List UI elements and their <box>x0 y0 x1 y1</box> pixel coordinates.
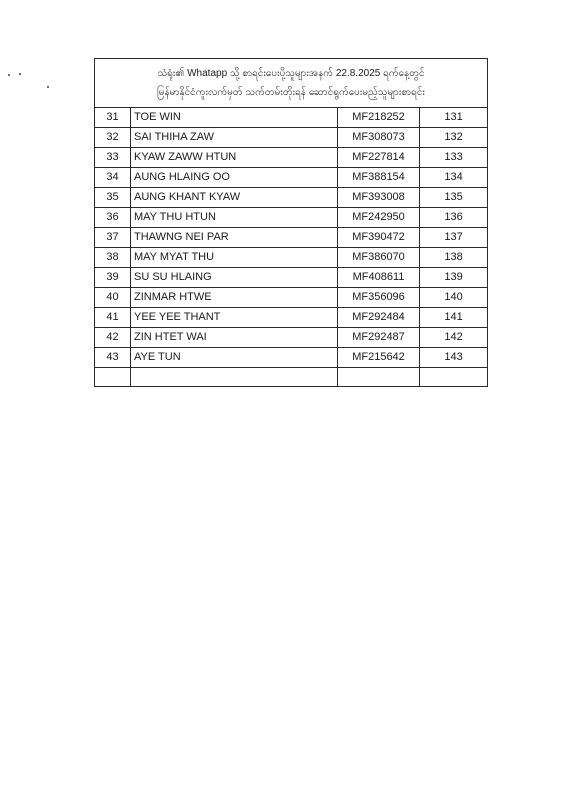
sequence-number: 134 <box>420 168 488 188</box>
row-number: 36 <box>95 208 131 228</box>
sequence-number: 142 <box>420 328 488 348</box>
passport-number: MF388154 <box>338 168 420 188</box>
applicant-name: ZINMAR HTWE <box>131 288 338 308</box>
row-number: 40 <box>95 288 131 308</box>
header-line-1: သံရုံး၏ Whatapp သို့ စာရင်းပေးပို့သူများအနက် 22.8.2025 ရက်နေ့တွင် <box>157 68 425 79</box>
sequence-number: 137 <box>420 228 488 248</box>
passport-number: MF242950 <box>338 208 420 228</box>
empty-cell <box>338 368 420 387</box>
table-body <box>95 59 488 387</box>
sequence-number: 135 <box>420 188 488 208</box>
scan-speck <box>47 86 49 88</box>
table-row <box>95 108 488 128</box>
applicant-name: SAI THIHA ZAW <box>131 128 338 148</box>
empty-cell <box>131 368 338 387</box>
row-number: 35 <box>95 188 131 208</box>
passport-number: MF356096 <box>338 288 420 308</box>
passport-number: MF390472 <box>338 228 420 248</box>
row-number: 38 <box>95 248 131 268</box>
passport-number: MF218252 <box>338 108 420 128</box>
row-number: 31 <box>95 108 131 128</box>
empty-table-row <box>95 368 488 387</box>
table-row <box>95 248 488 268</box>
applicant-name: AUNG HLAING OO <box>131 168 338 188</box>
table-row <box>95 328 488 348</box>
sequence-number: 140 <box>420 288 488 308</box>
passport-number: MF292487 <box>338 328 420 348</box>
applicant-name: TOE WIN <box>131 108 338 128</box>
passport-number: MF408611 <box>338 268 420 288</box>
row-number: 32 <box>95 128 131 148</box>
applicant-name: SU SU HLAING <box>131 268 338 288</box>
sequence-number: 131 <box>420 108 488 128</box>
scan-speck <box>19 73 21 75</box>
sequence-number: 141 <box>420 308 488 328</box>
applicant-name: AUNG KHANT KYAW <box>131 188 338 208</box>
empty-cell <box>95 368 131 387</box>
table-header-row <box>95 59 488 108</box>
applicant-name: YEE YEE THANT <box>131 308 338 328</box>
passport-number: MF215642 <box>338 348 420 368</box>
table-row <box>95 168 488 188</box>
passport-number: MF386070 <box>338 248 420 268</box>
sequence-number: 136 <box>420 208 488 228</box>
applicant-name: THAWNG NEI PAR <box>131 228 338 248</box>
sequence-number: 132 <box>420 128 488 148</box>
scan-speck <box>8 74 10 76</box>
applicant-name: MAY MYAT THU <box>131 248 338 268</box>
passport-renewal-list-table <box>94 58 488 387</box>
passport-number: MF308073 <box>338 128 420 148</box>
table-row <box>95 188 488 208</box>
table-row <box>95 268 488 288</box>
sequence-number: 138 <box>420 248 488 268</box>
table-row <box>95 288 488 308</box>
row-number: 34 <box>95 168 131 188</box>
row-number: 33 <box>95 148 131 168</box>
table-row <box>95 208 488 228</box>
sequence-number: 139 <box>420 268 488 288</box>
header-line-2: မြန်မာနိုင်ငံကူးလက်မှတ် သက်တမ်းတိုးရန် ဆောင်ရွက်ပေးမည့်သူများစာရင်း <box>157 87 425 98</box>
row-number: 42 <box>95 328 131 348</box>
row-number: 41 <box>95 308 131 328</box>
sequence-number: 133 <box>420 148 488 168</box>
table-row <box>95 128 488 148</box>
table-row <box>95 308 488 328</box>
sequence-number: 143 <box>420 348 488 368</box>
applicant-name: KYAW ZAWW HTUN <box>131 148 338 168</box>
applicant-name: ZIN HTET WAI <box>131 328 338 348</box>
applicant-name: MAY THU HTUN <box>131 208 338 228</box>
document-header <box>95 59 488 108</box>
passport-number: MF292484 <box>338 308 420 328</box>
table-row <box>95 348 488 368</box>
empty-cell <box>420 368 488 387</box>
passport-number: MF393008 <box>338 188 420 208</box>
row-number: 43 <box>95 348 131 368</box>
table-row <box>95 228 488 248</box>
applicant-name: AYE TUN <box>131 348 338 368</box>
table-row <box>95 148 488 168</box>
passport-number: MF227814 <box>338 148 420 168</box>
row-number: 37 <box>95 228 131 248</box>
row-number: 39 <box>95 268 131 288</box>
